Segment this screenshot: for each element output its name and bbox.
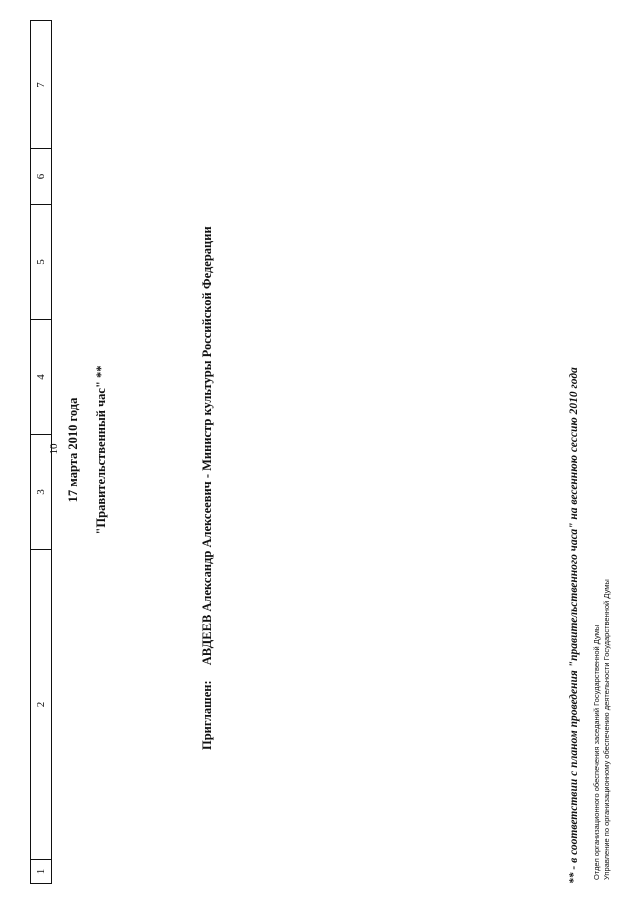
column-number-cell: 5 [31,204,51,319]
table-header-row [30,20,52,884]
column-number-cell: 1 [31,859,51,883]
footnote: ** - в соответствии с планом проведения "правительственного часа" на весеннюю сессию 2010 года [568,367,580,884]
column-number-cell: 4 [31,319,51,434]
section-title: "Правительственный час" ** [94,365,108,535]
column-number-cell: 6 [31,148,51,204]
column-number-cell: 7 [35,82,47,88]
department-line: Отдел организационного обеспечения заседаний Государственной Думы [592,624,601,880]
invited-line [200,226,215,750]
invited-label: Приглашен: [200,680,214,750]
department-line: Управление по организационному обеспечению деятельности Государственной Думы [602,579,611,880]
session-date: 17 марта 2010 года [66,397,80,503]
column-number-cell: 3 [31,434,51,549]
column-number-cell: 2 [31,549,51,859]
page-number: 10 [48,443,60,455]
invited-person: АВДЕЕВ Александр Алексеевич - Министр культуры Российской Федерации [200,226,214,666]
